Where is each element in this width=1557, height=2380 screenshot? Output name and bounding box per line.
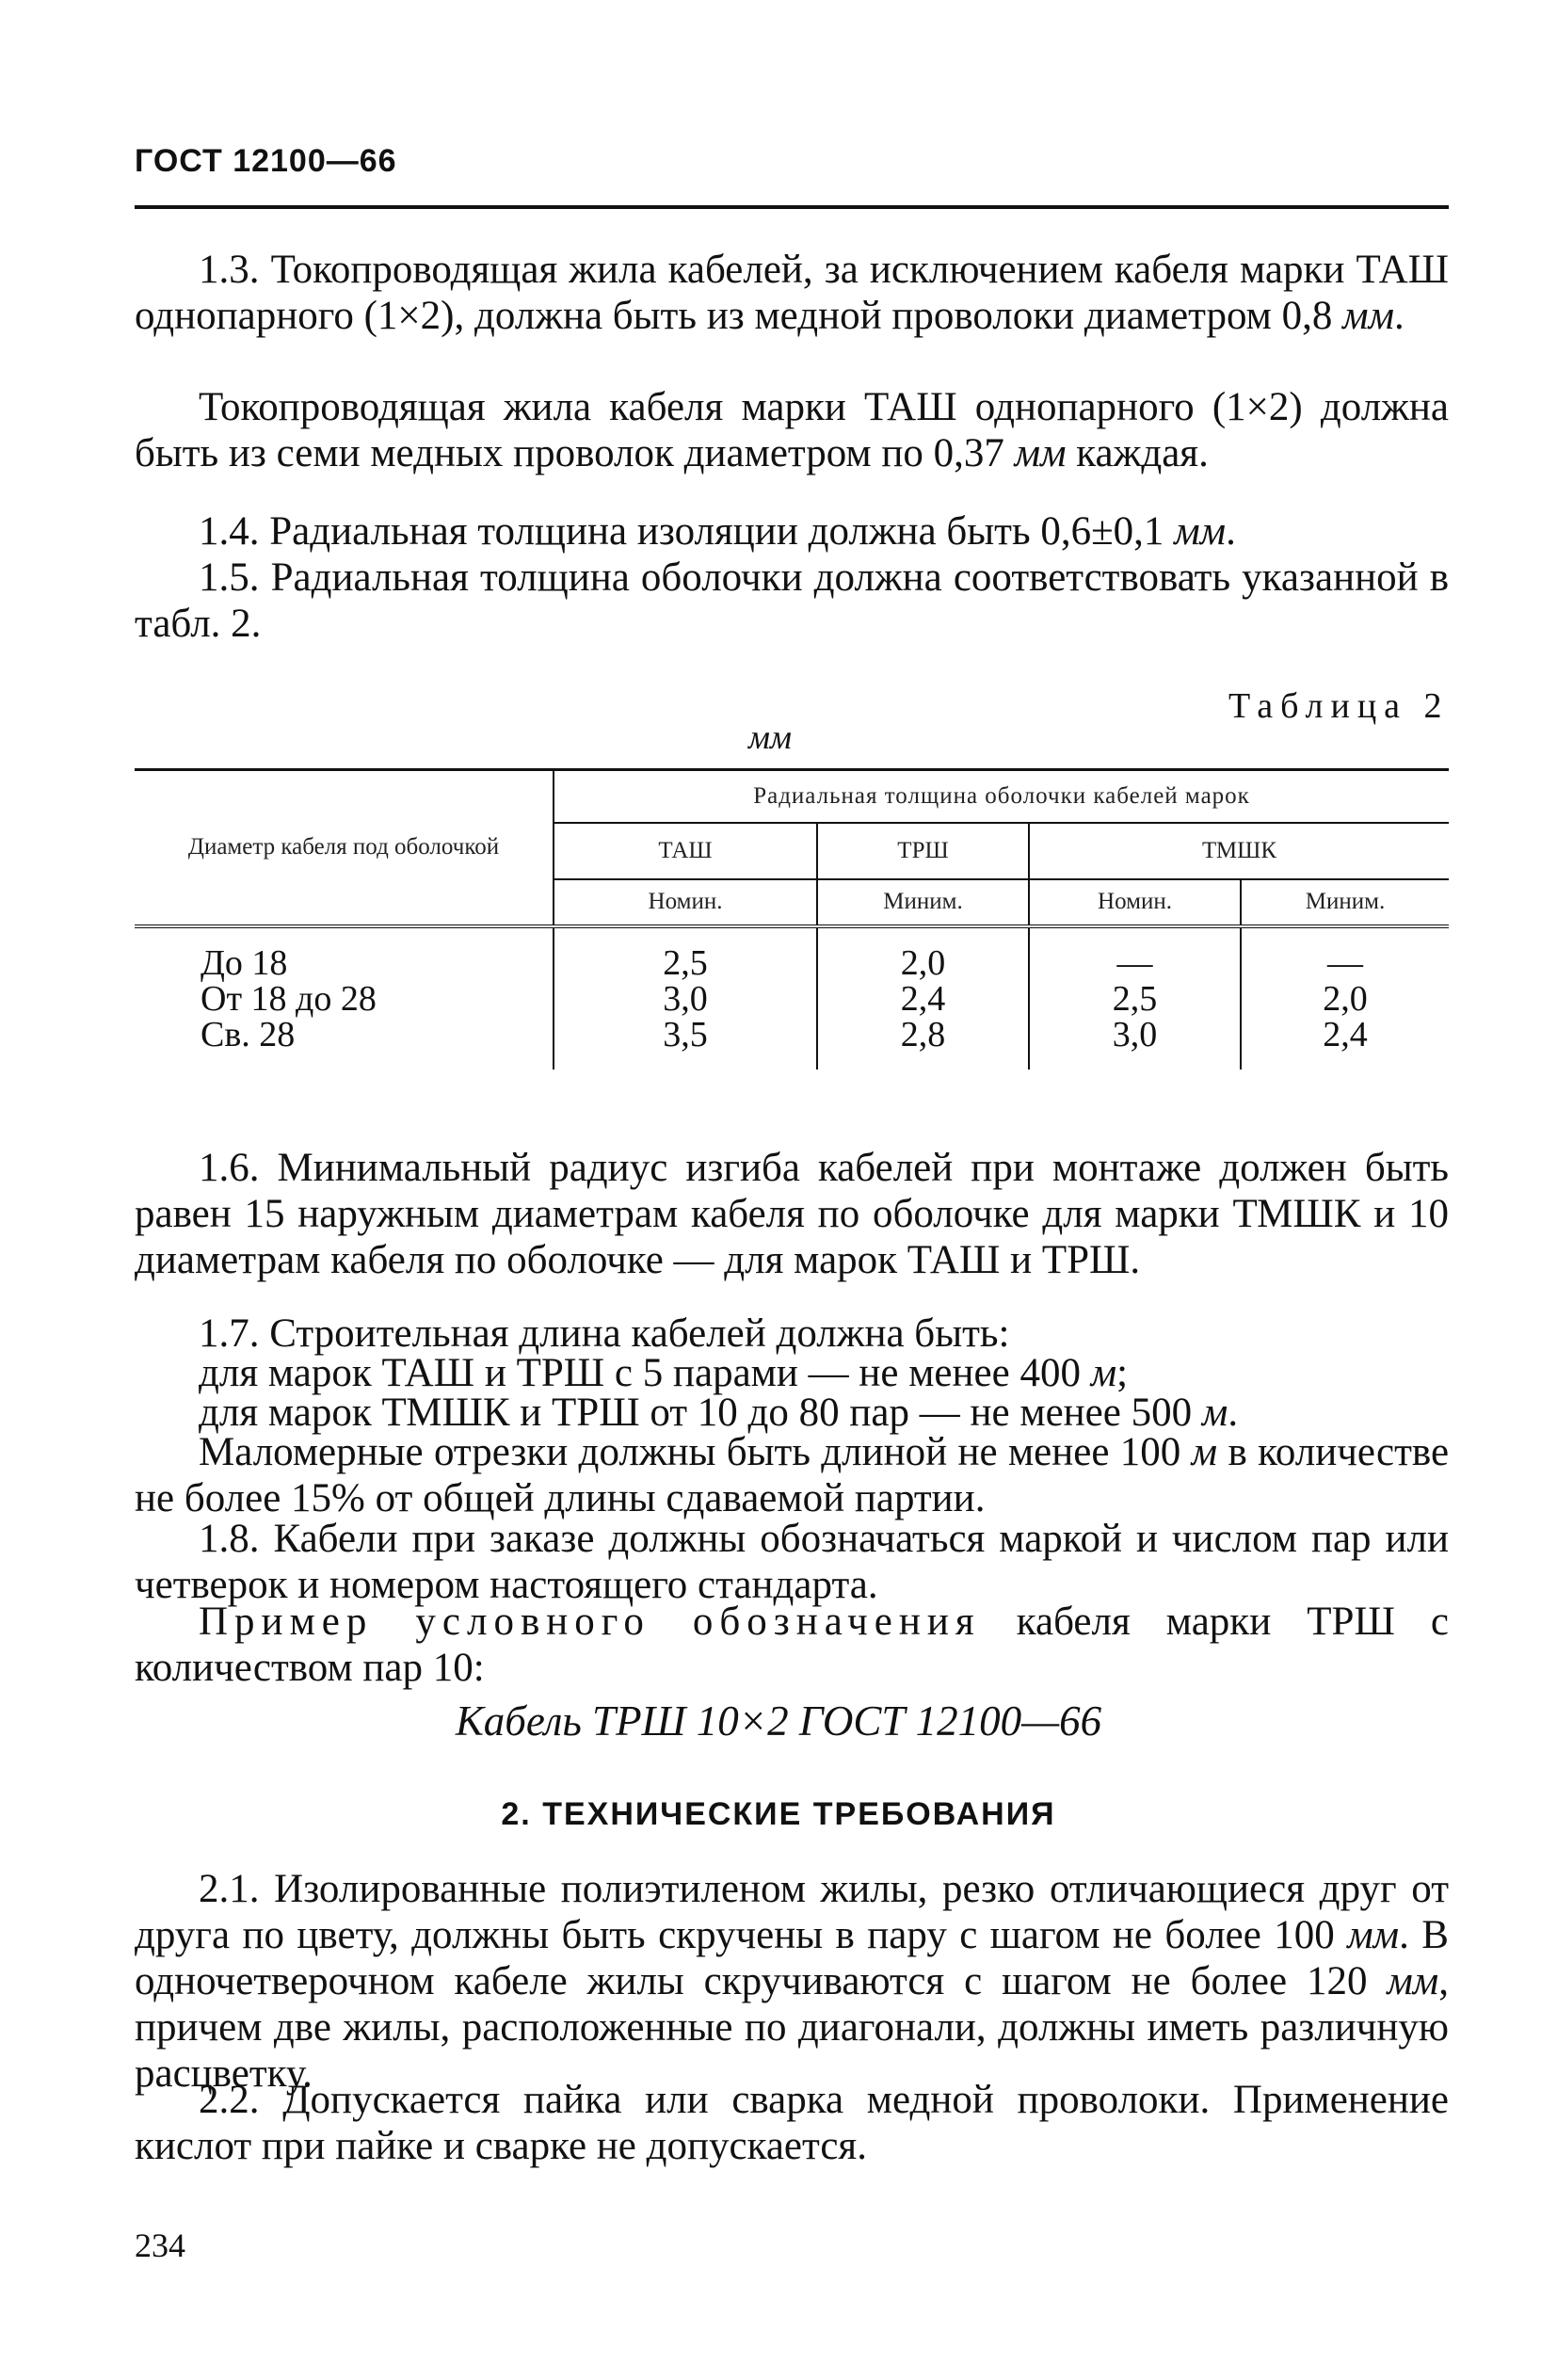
diameter-value: Св. 28	[201, 1014, 296, 1054]
header-diameter: Диаметр кабеля под оболочкой	[135, 770, 554, 926]
tmshk-minimal-column	[1241, 926, 1449, 1069]
paragraph-1-7: 1.7. Строительная длина кабелей должна быть:	[199, 1311, 1010, 1356]
thickness-value: 2,8	[900, 1014, 946, 1054]
example-designation: Кабель ТРШ 10×2 ГОСТ 12100—66	[455, 1697, 1102, 1745]
paragraph-1-7-line-3: Маломерные отрезки должны быть длиной не менее 100 м в количестве не более 15% от общей длины сдаваемой партии.	[135, 1430, 1450, 1520]
thickness-value: —	[1327, 942, 1363, 983]
subheader-nominal: Номин.	[554, 879, 817, 926]
table-title: Таблица 2	[1228, 686, 1450, 726]
thickness-value: 3,0	[663, 978, 708, 1019]
paragraph-2-2: 2.2. Допускается пайка или сварка медной проволоки. Применение кислот при пайке и сварке не допускается.	[135, 2078, 1449, 2168]
diameter-value: До 18	[201, 942, 288, 983]
thickness-value: 3,5	[663, 1014, 708, 1054]
tmshk-nominal-column	[1029, 926, 1241, 1069]
tash-column	[554, 926, 817, 1069]
thickness-value: —	[1116, 942, 1153, 983]
paragraph-1-3-a: 1.3. Токопроводящая жила кабелей, за исключением кабеля марки ТАШ однопарного (1×2), должна быть из медной проволоки диаметром 0,8 мм.	[135, 248, 1449, 338]
document-header: ГОСТ 12100—66	[135, 143, 397, 179]
paragraph-1-7-line-2: для марок ТМШК и ТРШ от 10 до 80 пар — не менее 500 м.	[199, 1391, 1239, 1435]
header-brand-tash: ТАШ	[554, 823, 817, 879]
paragraph-1-6: 1.6. Минимальный радиус изгиба кабелей при монтаже должен быть равен 15 наружным диаметрам кабеля по оболочке для марки ТМШК и 10 диаметрам кабеля по оболочке — для марок ТАШ и ТРШ.	[135, 1146, 1449, 1282]
thickness-value: 2,0	[1323, 978, 1368, 1019]
paragraph-1-5: 1.5. Радиальная толщина оболочки должна соответствовать указанной в табл. 2.	[135, 555, 1449, 646]
subheader-minimal: Миним.	[817, 879, 1029, 926]
page-number: 234	[135, 2227, 185, 2264]
thickness-value: 2,5	[1112, 978, 1158, 1019]
subheader-minimal: Миним.	[1305, 889, 1386, 914]
thickness-value: 2,4	[1323, 1014, 1368, 1054]
paragraph-2-1: 2.1. Изолированные полиэтиленом жилы, резко отличающиеся друг от друга по цвету, должны быть скручены в пару с шагом не более 100 мм. В одночетверочном кабеле жилы скручиваются с шагом не более 120 мм, причем две жилы, расположенные по диагонали, должны иметь различную расцветку.	[135, 1867, 1449, 2096]
thickness-value: 2,0	[900, 942, 946, 983]
section-title: 2. ТЕХНИЧЕСКИЕ ТРЕБОВАНИЯ	[501, 1796, 1056, 1832]
thickness-value: 3,0	[1112, 1014, 1158, 1054]
thickness-value: 2,5	[663, 942, 708, 983]
diameter-value: От 18 до 28	[201, 978, 377, 1019]
diameter-column	[135, 926, 554, 1069]
thickness-value: 2,4	[900, 978, 946, 1019]
subheader-nominal: Номин.	[1029, 879, 1241, 926]
paragraph-1-4: 1.4. Радиальная толщина изоляции должна быть 0,6±0,1 мм.	[199, 509, 1236, 554]
header-brand-trsh: ТРШ	[817, 823, 1029, 879]
paragraph-1-8: 1.8. Кабели при заказе должны обозначаться маркой и числом пар или четверок и номером настоящего стандарта.	[135, 1517, 1449, 1607]
header-rule	[135, 205, 1449, 209]
example-intro: Пример условного обозначения кабеля марки ТРШ с количеством пар 10:	[135, 1600, 1449, 1690]
paragraph-1-7-line-1: для марок ТАШ и ТРШ с 5 парами — не менее 400 м;	[199, 1351, 1129, 1395]
table-units: мм	[748, 718, 792, 756]
table-data-row	[135, 926, 1449, 1069]
shell-thickness-table	[135, 768, 1449, 1069]
trsh-column	[817, 926, 1029, 1069]
header-brand-tmshk: ТМШК	[1029, 823, 1449, 879]
header-shell-thickness: Радиальная толщина оболочки кабелей марок	[554, 770, 1449, 823]
paragraph-1-3-b: Токопроводящая жила кабеля марки ТАШ однопарного (1×2) должна быть из семи медных проволок диаметром по 0,37 мм каждая.	[135, 385, 1449, 475]
